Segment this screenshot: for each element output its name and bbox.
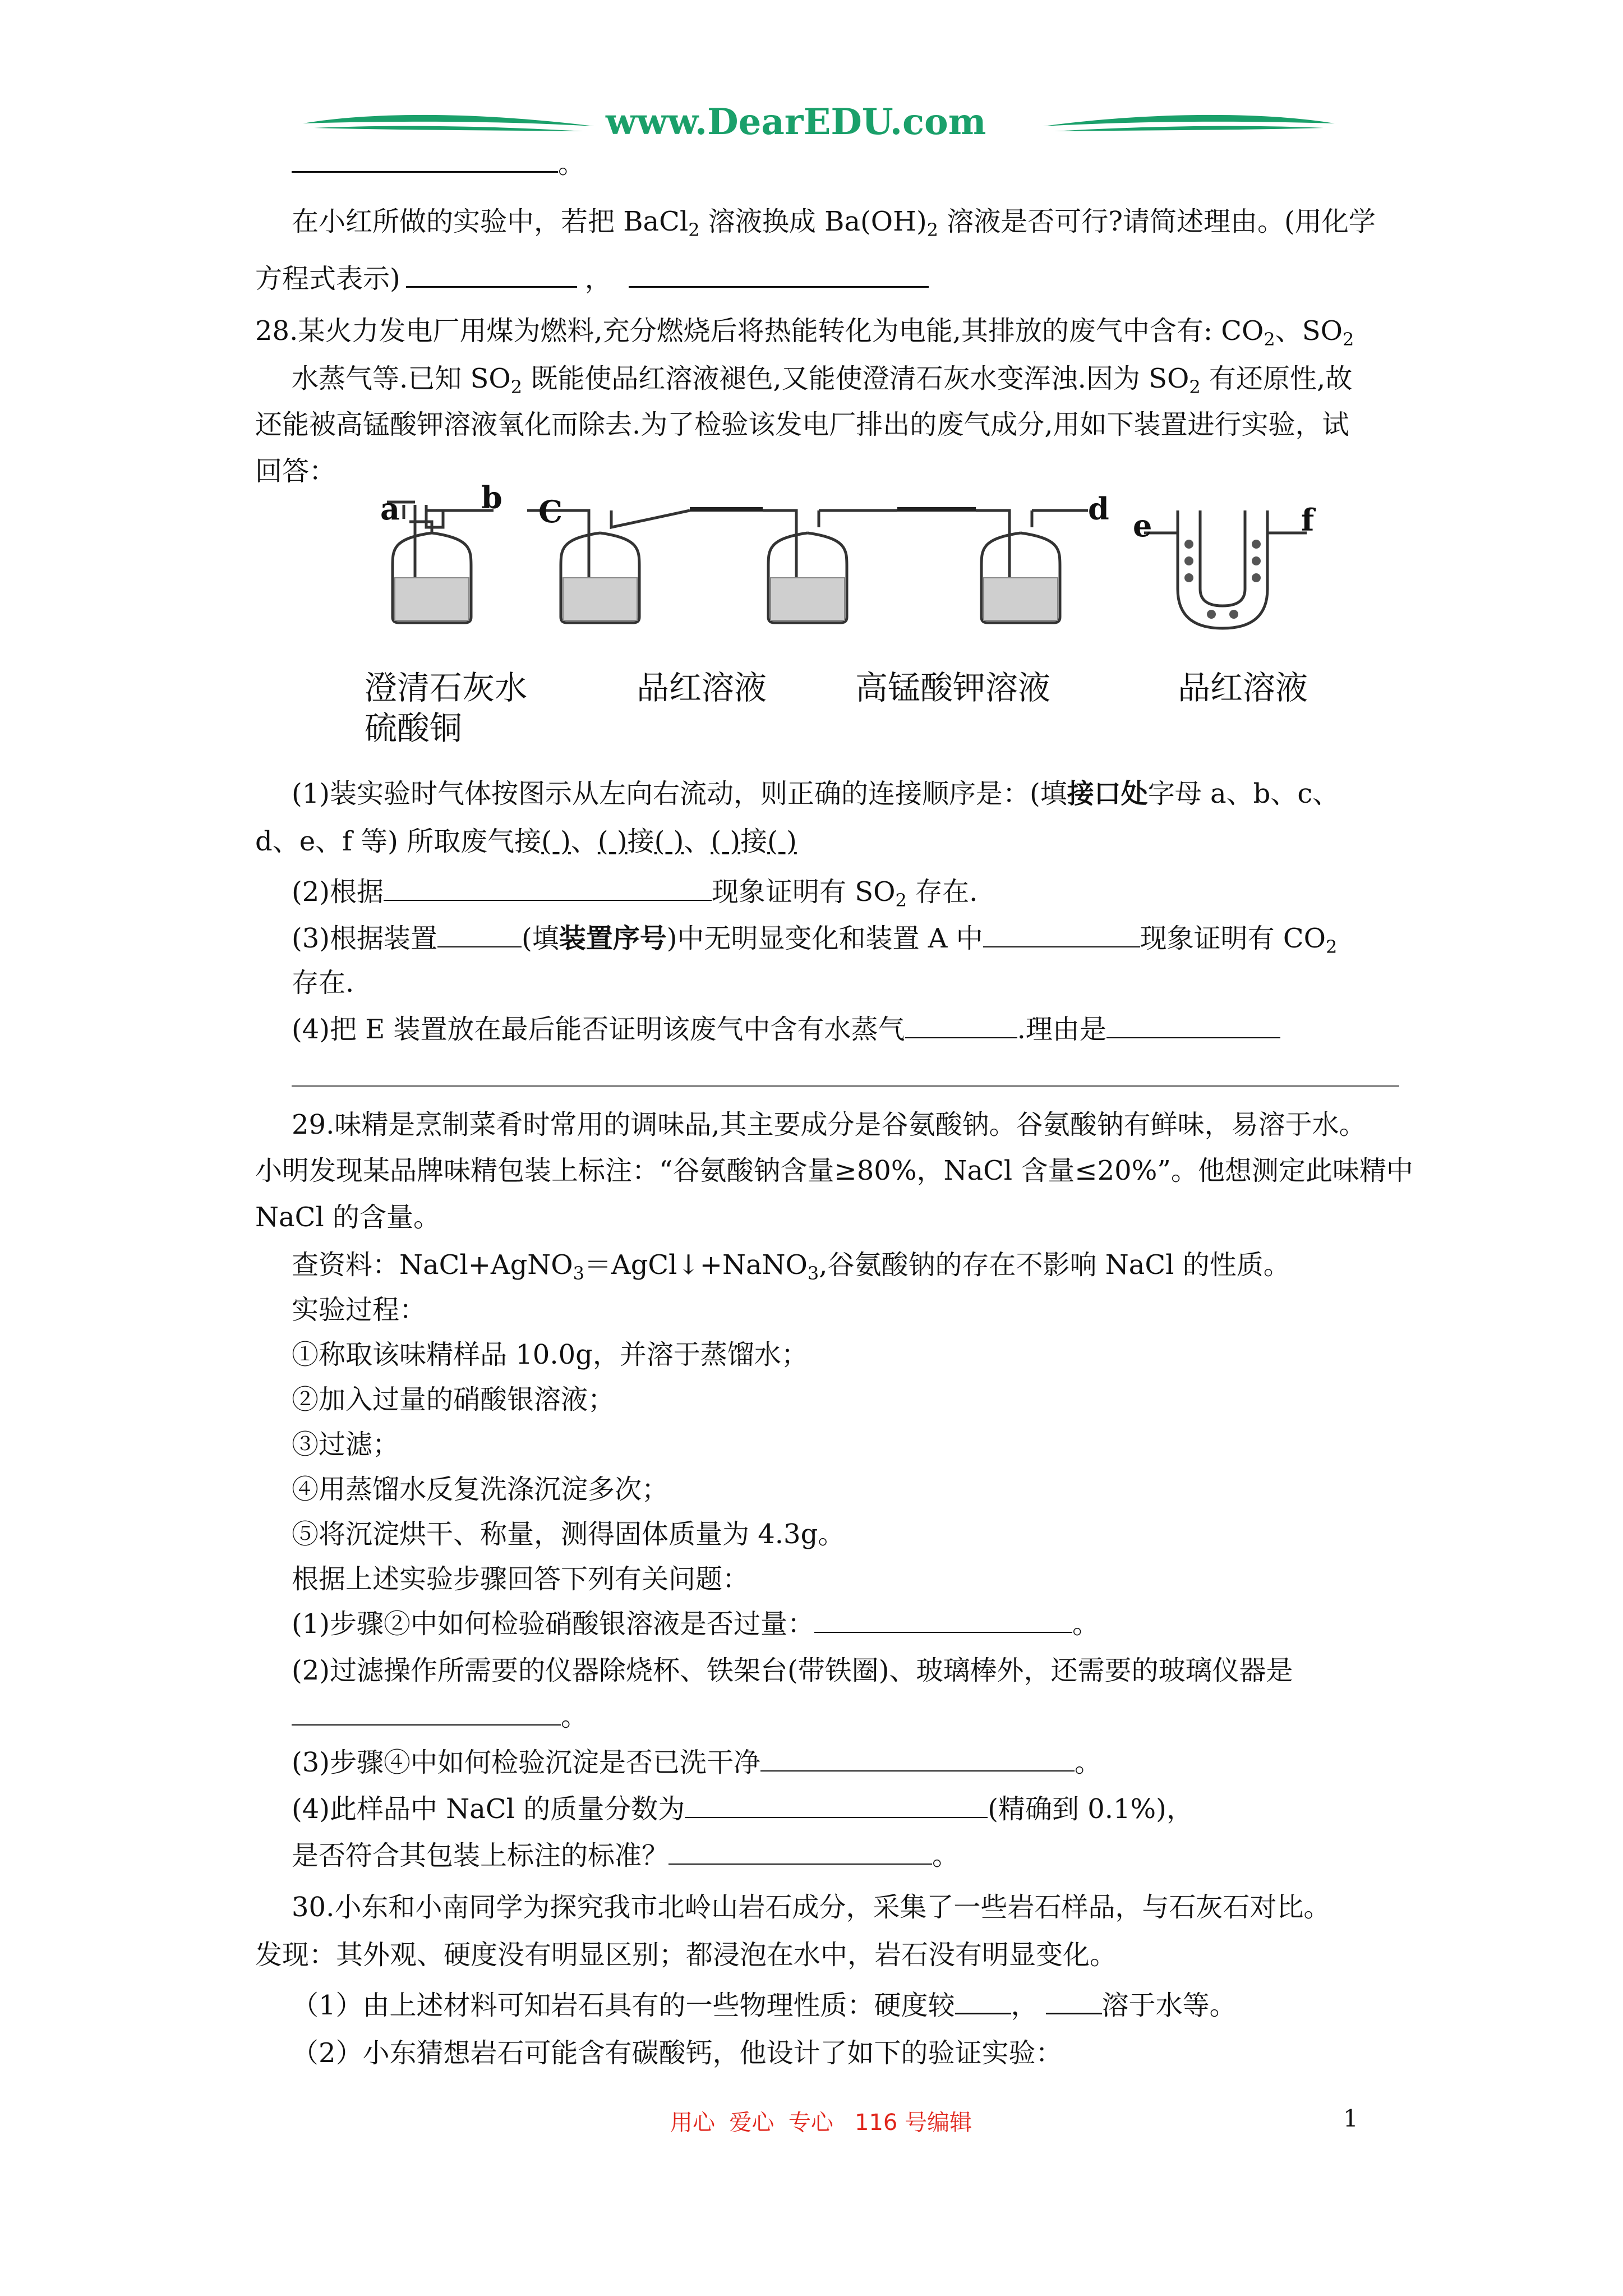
caption-bottle-c: 高锰酸钾溶液 [855, 669, 1051, 707]
q29-s5-line: 是否符合其包装上标注的标准？ 。 [292, 1840, 960, 1871]
q29-s1-line: (1)步骤②中如何检验硝酸银溶液是否过量： 。 [292, 1608, 1100, 1640]
q29-step-5: ⑤将沉淀烘干、称量，测得固体质量为 4.3g。 [292, 1519, 845, 1550]
q30-s2-line: （2）小东猜想岩石可能含有碳酸钙，他设计了如下的验证实验： [292, 2037, 1063, 2069]
header-swoosh-left [303, 101, 594, 151]
answer-blank [1106, 1037, 1280, 1038]
q29-line-c: NaCl 的含量。 [255, 1202, 440, 1233]
port-label-e: e [1133, 508, 1152, 544]
q29-s2-line-b: 。 [292, 1700, 588, 1733]
text-line-0: 。 [292, 147, 585, 181]
q30-s1-line: （1）由上述材料可知岩石具有的一些物理性质：硬度较 ， 溶于水等。 [292, 1990, 1237, 2021]
answer-blank [760, 1770, 1075, 1772]
q28-s2-line: (2)根据 现象证明有 $SO_2$ 存在. [292, 876, 978, 911]
q29-line-e: 实验过程： [292, 1294, 427, 1326]
text-line-1: 在小红所做的实验中，若把 BaCl$_2$ 溶液换成 $Ba(OH)_2$ 溶液是否可行?请简述理由。(用化学 [292, 206, 1376, 241]
answer-blank [292, 171, 558, 173]
port-label-c: C [538, 494, 562, 530]
answer-blank [905, 1037, 1017, 1038]
port-label-d: d [1088, 491, 1109, 527]
q29-line-d: 查资料：NaCl+AgNO$_3$＝AgCl↓+NaNO$_3$,谷氨酸钠的存在不影响 NaCl 的性质。 [292, 1249, 1290, 1284]
answer-blank [955, 2013, 1011, 2014]
header-site-name: www.DearEDU.com [606, 101, 986, 143]
header-swoosh-right [1043, 101, 1335, 151]
q29-line-b: 小明发现某品牌味精包装上标注：“谷氨酸钠含量≥80%，NaCl 含量≤20%”。他想测定此味精中 [255, 1155, 1413, 1186]
q30-line-b: 发现：其外观、硬度没有明显区别；都浸泡在水中，岩石没有明显变化。 [255, 1939, 1117, 1971]
q28-line-d: 回答： [255, 455, 336, 487]
q29-s3-line: (3)步骤④中如何检验沉淀是否已洗干净 。 [292, 1747, 1102, 1778]
q29-line-f: 根据上述实验步骤回答下列有关问题： [292, 1563, 750, 1595]
q28-s3-line: (3)根据装置 (填装置序号)中无明显变化和装置 A 中 现象证明有 $CO_2$ [292, 923, 1338, 958]
q28-line-a: 28.某火力发电厂用煤为燃料,充分燃烧后将热能转化为电能,其排放的废气中含有: $CO_2$、$SO_2$ [255, 315, 1354, 350]
apparatus-diagram [359, 477, 1324, 645]
port-label-b: b [481, 480, 502, 516]
answer-blank [668, 1864, 932, 1865]
q29-line-a: 29.味精是烹制菜肴时常用的调味品,其主要成分是谷氨酸钠。谷氨酸钠有鲜味，易溶于水。 [292, 1109, 1366, 1140]
q29-step-4: ④用蒸馏水反复洗涤沉淀多次； [292, 1474, 669, 1505]
q28-s4-line: (4)把 E 装置放在最后能否证明该废气中含有水蒸气 .理由是 [292, 1013, 1280, 1046]
caption-bottle-b: 品红溶液 [637, 669, 767, 707]
q28-s1-line-b: d、e、f 等) 所取废气接( )、( )接( )、( )接( ) [255, 826, 797, 857]
caption-u-tube: 品红溶液 [1178, 669, 1308, 707]
q28-s3-line-b: 存在. [292, 967, 354, 999]
q29-step-2: ②加入过量的硝酸银溶液； [292, 1384, 615, 1415]
answer-blank [685, 1817, 988, 1818]
answer-blank [1046, 2013, 1102, 2014]
page-number: 1 [1343, 2105, 1358, 2132]
q29-step-3: ③过滤； [292, 1429, 400, 1460]
q29-s4-line: (4)此样品中 NaCl 的质量分数为 (精确到 0.1%)， [292, 1793, 1193, 1825]
apparatus-figure [359, 477, 1324, 645]
answer-blank [437, 946, 522, 947]
port-label-a: a [380, 491, 400, 527]
answer-blank [406, 286, 577, 288]
q30-line-a: 30.小东和小南同学为探究我市北岭山岩石成分，采集了一些岩石样品，与石灰石对比。 [292, 1892, 1331, 1923]
footer-text: 用心 爱心 专心 116 号编辑 [670, 2110, 972, 2136]
q28-line-c: 还能被高锰酸钾溶液氧化而除去.为了检验该发电厂排出的废气成分,用如下装置进行实验，试 [255, 409, 1349, 440]
q28-s1-line-a: (1)装实验时气体按图示从左向右流动，则正确的连接顺序是：(填接口处字母 a、b、c、 [292, 778, 1340, 809]
q29-s2-line: (2)过滤操作所需要的仪器除烧杯、铁架台(带铁圈)、玻璃棒外，还需要的玻璃仪器是 [292, 1655, 1293, 1686]
answer-blank [629, 286, 929, 288]
text-line-2: 方程式表示) ， [255, 262, 929, 296]
q29-step-1: ①称取该味精样品 10.0g，并溶于蒸馏水； [292, 1339, 808, 1370]
answer-blank [983, 946, 1140, 947]
q28-line-b: 水蒸气等.已知 $SO_2$ 既能使品红溶液褪色,又能使澄清石灰水变浑浊.因为 $SO_2$ 有还原性,故 [292, 363, 1353, 398]
answer-blank [814, 1632, 1072, 1633]
caption-bottle-a: 澄清石灰水 [365, 669, 528, 707]
answer-blank [292, 1724, 561, 1726]
page-header [0, 90, 1623, 168]
port-label-f: f [1301, 502, 1315, 538]
caption-bottle-a-2: 硫酸铜 [365, 709, 463, 747]
answer-line-full [292, 1085, 1399, 1087]
u-tube [1178, 510, 1267, 628]
answer-blank [384, 900, 712, 901]
